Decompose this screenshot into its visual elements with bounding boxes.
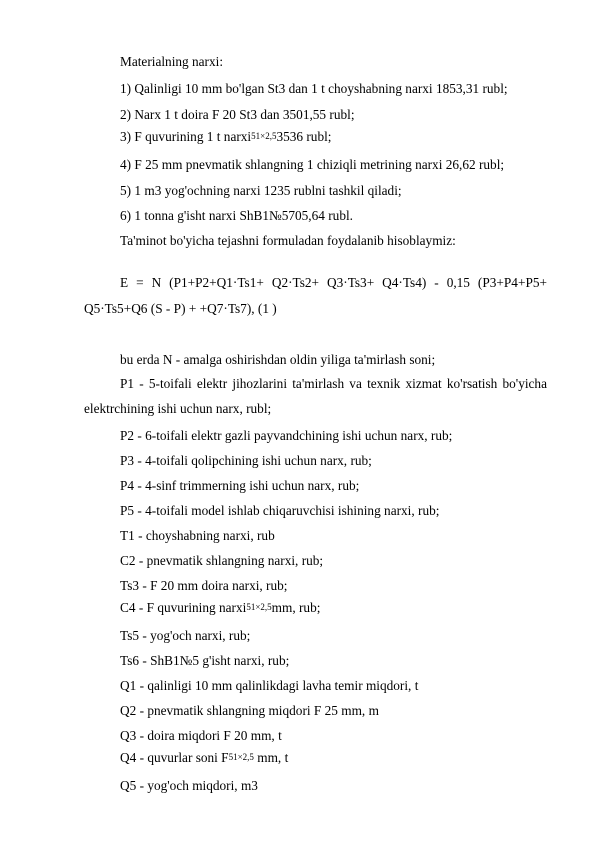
formula-intro: Ta'minot bo'yicha tejashni formuladan foydalanib hisoblaymiz: (120, 233, 456, 248)
definition-p4: P4 - 4-sinf trimmerning ishi uchun narx, rub; (120, 478, 360, 493)
definition-ts3: Ts3 - F 20 mm doira narxi, rub; (120, 578, 288, 593)
material-item-6: 6) 1 tonna g'isht narxi ShB1№5705,64 rubl. (120, 208, 353, 223)
material-item-5: 5) 1 m3 yog'ochning narxi 1235 rublni tashkil qiladi; (120, 183, 402, 198)
definition-q2: Q2 - pnevmatik shlangning miqdori F 25 mm, m (120, 703, 379, 718)
definition-ts6: Ts6 - ShB1№5 g'isht narxi, rub; (120, 653, 290, 668)
material-item-3-text: 3) F quvurining 1 t narxi (120, 129, 252, 144)
definition-p5: P5 - 4-toifali model ishlab chiqaruvchisi ishining narxi, rub; (120, 503, 440, 518)
definition-q4 (120, 750, 288, 766)
definition-p2: P2 - 6-toifali elektr gazli payvandchining ishi uchun narx, rub; (120, 428, 453, 443)
formula-line-2: Q5·Ts5+Q6 (S - P) + +Q7·Ts7), (1 ) (84, 301, 277, 316)
definition-c4-text: C4 - F quvurining narxi (120, 600, 247, 615)
definition-q4-unit: mm, t (253, 750, 289, 765)
definition-c2: C2 - pnevmatik shlangning narxi, rub; (120, 553, 324, 568)
definition-q3: Q3 - doira miqdori F 20 mm, t (120, 728, 282, 743)
definition-p1-line-1: P1 - 5-toifali elektr jihozlarini ta'mirlash va texnik xizmat ko'rsatish bo'yicha (120, 376, 547, 391)
definition-q5: Q5 - yog'och miqdori, m3 (120, 778, 258, 793)
definition-c4 (120, 600, 320, 616)
pipe-size-superscript: 51×2,5 (228, 752, 254, 762)
definition-q4-text: Q4 - quvurlar soni F (120, 750, 229, 765)
section-heading: Materialning narxi: (120, 54, 224, 69)
material-item-2: 2) Narx 1 t doira F 20 St3 dan 3501,55 rubl; (120, 107, 355, 122)
definition-ts5: Ts5 - yog'och narxi, rub; (120, 628, 251, 643)
definition-c4-unit: mm, rub; (271, 600, 321, 615)
formula-line-1: E = N (P1+P2+Q1·Ts1+ Q2·Ts2+ Q3·Ts3+ Q4·Ts4) - 0,15 (P3+P4+P5+ (120, 275, 547, 290)
definition-q1: Q1 - qalinligi 10 mm qalinlikdagi lavha temir miqdori, t (120, 678, 419, 693)
pipe-size-superscript: 51×2,5 (246, 602, 272, 612)
material-item-4: 4) F 25 mm pnevmatik shlangning 1 chiziqli metrining narxi 26,62 rubl; (120, 157, 505, 172)
material-item-3-price: 3536 rubl; (276, 129, 332, 144)
material-item-1: 1) Qalinligi 10 mm bo'lgan St3 dan 1 t choyshabning narxi 1853,31 rubl; (120, 81, 508, 96)
definition-t1: T1 - choyshabning narxi, rub (120, 528, 275, 543)
definitions-intro: bu erda N - amalga oshirishdan oldin yiliga ta'mirlash soni; (120, 352, 436, 367)
definition-p3: P3 - 4-toifali qolipchining ishi uchun narx, rub; (120, 453, 372, 468)
material-item-3 (120, 129, 332, 145)
definition-p1-line-2: elektrchining ishi uchun narx, rubl; (84, 401, 272, 416)
pipe-size-superscript: 51×2,5 (251, 131, 277, 141)
